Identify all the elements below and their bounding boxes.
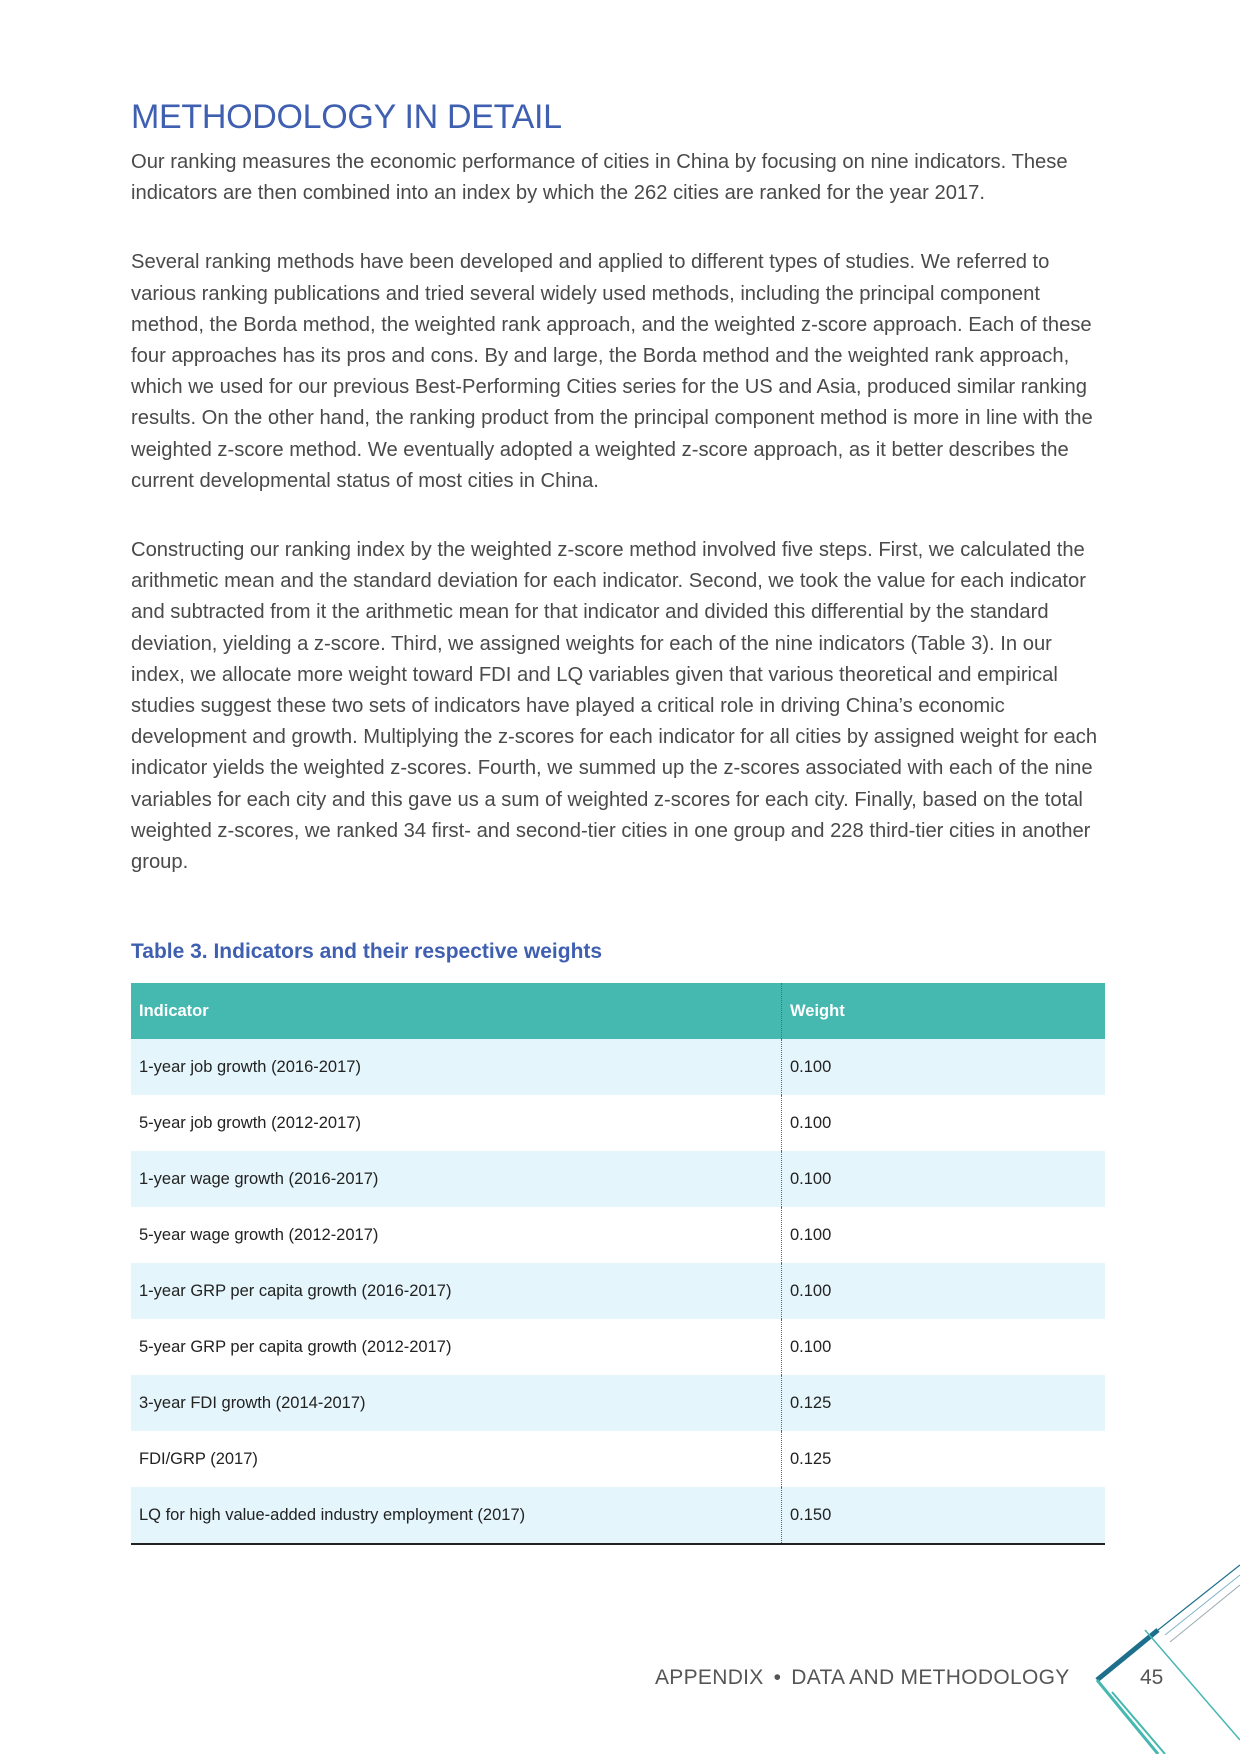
indicator-cell: FDI/GRP (2017) [131,1431,782,1487]
indicator-cell: 1-year wage growth (2016-2017) [131,1151,782,1207]
page-body [131,95,1105,878]
table-row [131,1375,1105,1431]
weight-cell: 0.100 [782,1207,1106,1263]
running-footer [655,1666,1070,1690]
indicator-cell: 5-year job growth (2012-2017) [131,1095,782,1151]
table-row [131,1151,1105,1207]
table-row [131,1095,1105,1151]
weight-cell: 0.125 [782,1375,1106,1431]
header-weight: Weight [782,983,1106,1039]
footer-section: APPENDIX [655,1666,764,1689]
header-indicator: Indicator [131,983,782,1039]
table-row [131,1487,1105,1544]
page-number: 45 [1140,1666,1164,1689]
weight-cell: 0.100 [782,1263,1106,1319]
indicator-cell: 1-year GRP per capita growth (2016-2017) [131,1263,782,1319]
intro-paragraph: Our ranking measures the economic performance of cities in China by focusing on nine indicators. These indicators are then combined into an index by which the 262 cities are ranked for the year 2017. [131,151,1068,205]
table-row [131,1207,1105,1263]
weight-cell: 0.100 [782,1095,1106,1151]
indicator-cell: 5-year GRP per capita growth (2012-2017) [131,1319,782,1375]
weight-cell: 0.100 [782,1319,1106,1375]
table-row [131,1263,1105,1319]
indicator-cell: 5-year wage growth (2012-2017) [131,1207,782,1263]
indicator-cell: 1-year job growth (2016-2017) [131,1039,782,1095]
steps-paragraph: Constructing our ranking index by the weighted z-score method involved five steps. First, we calculated the arithmetic mean and the standard deviation for each indicator. Second, we took the value for each indicator and subtracted from it the arithmetic mean for that indicator and divided this differential by the standard deviation, yielding a z-score. Third, we assigned weights for each of the nine indicators (Table 3). In our index, we allocate more weight toward FDI and LQ variables given that various theoretical and empirical studies suggest these two sets of indicators have played a critical role in driving China’s economic development and growth. Multiplying the z-scores for each indicator for all cities by assigned weight for each indicator yields the weighted z-scores. Fourth, we summed up the z-scores associated with each of the nine variables for each city and this gave us a sum of weighted z-scores for each city. Finally, based on the total weighted z-scores, we ranked 34 first- and second-tier cities in one group and 228 third-tier cities in another group. [131,539,1098,874]
indicator-cell: LQ for high value-added industry employment (2017) [131,1487,782,1544]
table-caption: Table 3. Indicators and their respective weights [131,940,603,963]
indicator-cell: 3-year FDI growth (2014-2017) [131,1375,782,1431]
table-header-row [131,983,1105,1039]
page-title: METHODOLOGY IN DETAIL [131,98,562,136]
footer-chapter: DATA AND METHODOLOGY [791,1666,1070,1689]
corner-decoration-icon [1090,1560,1240,1754]
methods-paragraph: Several ranking methods have been developed and applied to different types of studies. We referred to various ranking publications and tried several widely used methods, including the principal component method, the Borda method, the weighted rank approach, and the weighted z-score approach. Each of these four approaches has its pros and cons. By and large, the Borda method and the weighted rank approach, which we used for our previous Best-Performing Cities series for the US and Asia, produced similar ranking results. On the other hand, the ranking product from the principal component method is more in line with the weighted z-score method. We eventually adopted a weighted z-score approach, as it better describes the current developmental status of most cities in China. [131,251,1093,492]
weight-cell: 0.100 [782,1039,1106,1095]
table-row [131,1039,1105,1095]
indicator-weights-table [131,983,1105,1545]
weight-cell: 0.125 [782,1431,1106,1487]
weight-cell: 0.150 [782,1487,1106,1544]
table-row [131,1319,1105,1375]
weight-cell: 0.100 [782,1151,1106,1207]
footer-separator: • [773,1666,782,1689]
table-row [131,1431,1105,1487]
